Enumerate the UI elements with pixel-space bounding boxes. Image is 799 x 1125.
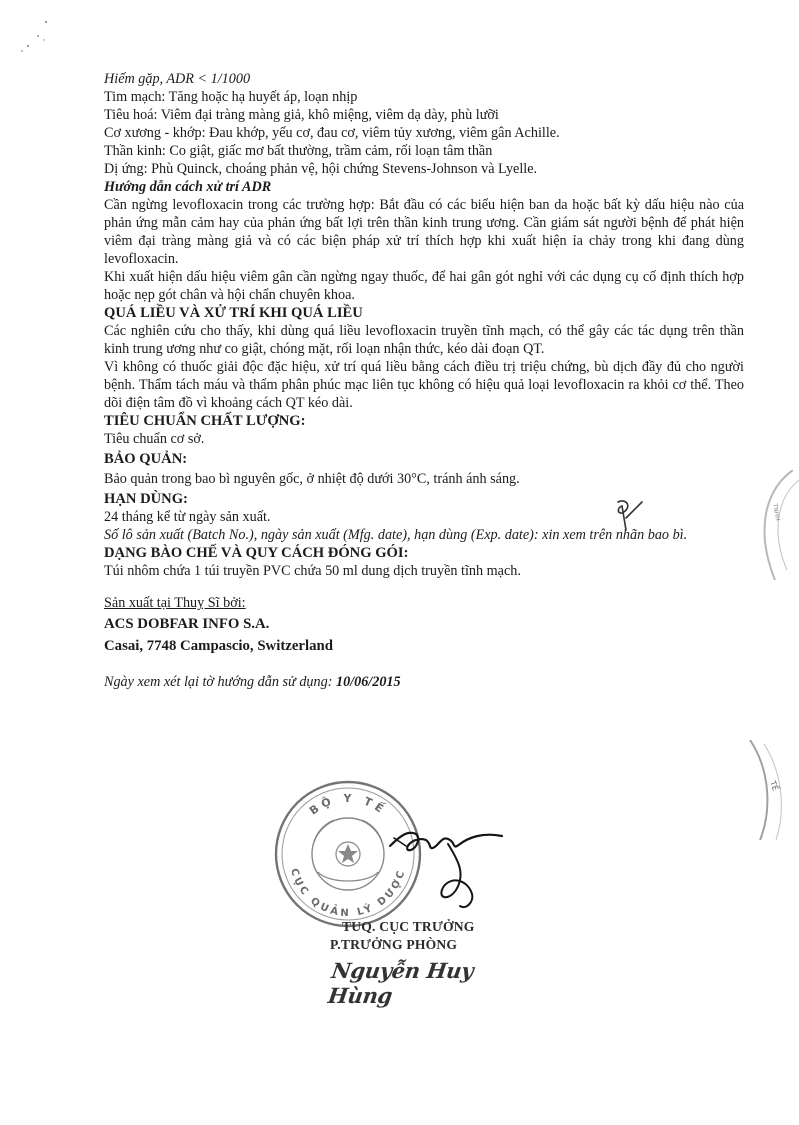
- adr-management-heading: Hướng dẫn cách xử trí ADR: [104, 179, 272, 195]
- storage-text: Bảo quản trong bao bì nguyên gốc, ở nhiệt độ dưới 30°C, tránh ánh sáng.: [104, 471, 520, 487]
- initials-signature-icon: [608, 496, 648, 536]
- manufacturer-address: Casai, 7748 Campascio, Switzerland: [104, 638, 333, 654]
- overdose-heading: QUÁ LIỀU VÀ XỬ TRÍ KHI QUÁ LIỀU: [104, 305, 363, 321]
- packaging-text: Túi nhôm chứa 1 túi truyền PVC chứa 50 ml dung dịch truyền tĩnh mạch.: [104, 563, 521, 579]
- manufacturer-name: ACS DOBFAR INFO S.A.: [104, 616, 270, 632]
- manufacturer-label: Sản xuất tại Thuỵ Sĩ bởi:: [104, 595, 246, 611]
- handwritten-signature-icon: [386, 806, 506, 916]
- leaflet-body: [104, 70, 744, 691]
- review-date-line: [104, 673, 744, 691]
- quality-standard-heading: TIÊU CHUẨN CHẤT LƯỢNG:: [104, 413, 306, 429]
- rare-adr-line-neuro: Thần kinh: Co giật, giấc mơ bất thường, trầm cảm, rối loạn tâm thần: [104, 143, 493, 159]
- margin-stamp-fragment-2-icon: [730, 740, 799, 840]
- scan-speckles: [18, 18, 58, 58]
- expiry-heading: HẠN DÙNG:: [104, 491, 188, 507]
- rare-adr-line-allergy: Dị ứng: Phù Quinck, choáng phản vệ, hội chứng Stevens-Johnson và Lyelle.: [104, 161, 538, 177]
- signatory-name: Nguyễn Huy Hùng: [326, 958, 476, 1008]
- svg-text:TẾ: TẾ: [768, 779, 780, 793]
- storage-heading: BẢO QUẢN:: [104, 451, 188, 467]
- overdose-para-1: Các nghiên cứu cho thấy, khi dùng quá liều levofloxacin truyền tĩnh mạch, có thể gây các tác dụng trên thần kinh trung ương như co giật, chóng mặt, rối loạn nhận thức, kéo dài đoạn QT.: [104, 323, 744, 357]
- review-date-value: 10/06/2015: [335, 674, 401, 690]
- margin-stamp-fragment-icon: [735, 470, 799, 580]
- packaging-heading: DẠNG BÀO CHẾ VÀ QUY CÁCH ĐÓNG GÓI:: [104, 545, 409, 561]
- rare-adr-heading: Hiếm gặp, ADR < 1/1000: [104, 71, 251, 87]
- svg-text:CỤC QUẢN LÝ DƯỢC: CỤC QUẢN LÝ DƯỢC: [288, 867, 408, 920]
- signatory-block: [326, 918, 530, 1008]
- adr-management-para-1: Cần ngừng levofloxacin trong các trường hợp: Bắt đầu có các biểu hiện ban da hoặc bất kỳ dấu hiệu nào của phản ứng mẫn cảm hay của phản ứng bất lợi trên thần kinh trung ương. Cần giám sát người bệnh để phát hiện viêm đại tràng màng giả và có các biện pháp xử trí thích hợp khi xuất hiện ỉa chảy trong khi đang dùng levofloxacin.: [104, 197, 744, 267]
- review-date-label: Ngày xem xét lại tờ hướng dẫn sử dụng:: [104, 674, 336, 690]
- svg-text:BỘ Y TẾ: BỘ Y TẾ: [307, 791, 389, 818]
- overdose-para-2: Vì không có thuốc giải độc đặc hiệu, xử trí quá liều bằng cách điều trị triệu chứng, bù dịch đầy đủ cho người bệnh. Thẩm tách máu và thẩm phân phúc mạc liên tục không có hiệu quả loại levofloxacin ra khỏi cơ thể. Theo dõi điện tâm đồ vì khoảng cách QT kéo dài.: [104, 359, 744, 411]
- signatory-title-1: TUQ. CỤC TRƯỞNG: [342, 919, 475, 934]
- rare-adr-line-musculo: Cơ xương - khớp: Đau khớp, yếu cơ, đau cơ, viêm tủy xương, viêm gân Achille.: [104, 125, 560, 141]
- rare-adr-line-digest: Tiêu hoá: Viêm đại tràng màng giả, khô miệng, viêm dạ dày, phù lưỡi: [104, 107, 499, 123]
- batch-info-note: Số lô sản xuất (Batch No.), ngày sản xuất (Mfg. date), hạn dùng (Exp. date): xin xem trên nhãn bao bì.: [104, 527, 688, 543]
- signatory-title-2: P.TRƯỞNG PHÒNG: [330, 937, 458, 952]
- rare-adr-line-cardio: Tim mạch: Tăng hoặc hạ huyết áp, loạn nhịp: [104, 89, 358, 105]
- adr-management-para-2: Khi xuất hiện dấu hiệu viêm gân cần ngừng ngay thuốc, để hai gân gót nghỉ với các dụng cụ cố định thích hợp hoặc nẹp gót chân và hội chẩn chuyên khoa.: [104, 269, 744, 303]
- expiry-text: 24 tháng kể từ ngày sản xuất.: [104, 509, 271, 525]
- svg-text:TNHH: TNHH: [771, 503, 781, 522]
- quality-standard-text: Tiêu chuẩn cơ sở.: [104, 431, 205, 447]
